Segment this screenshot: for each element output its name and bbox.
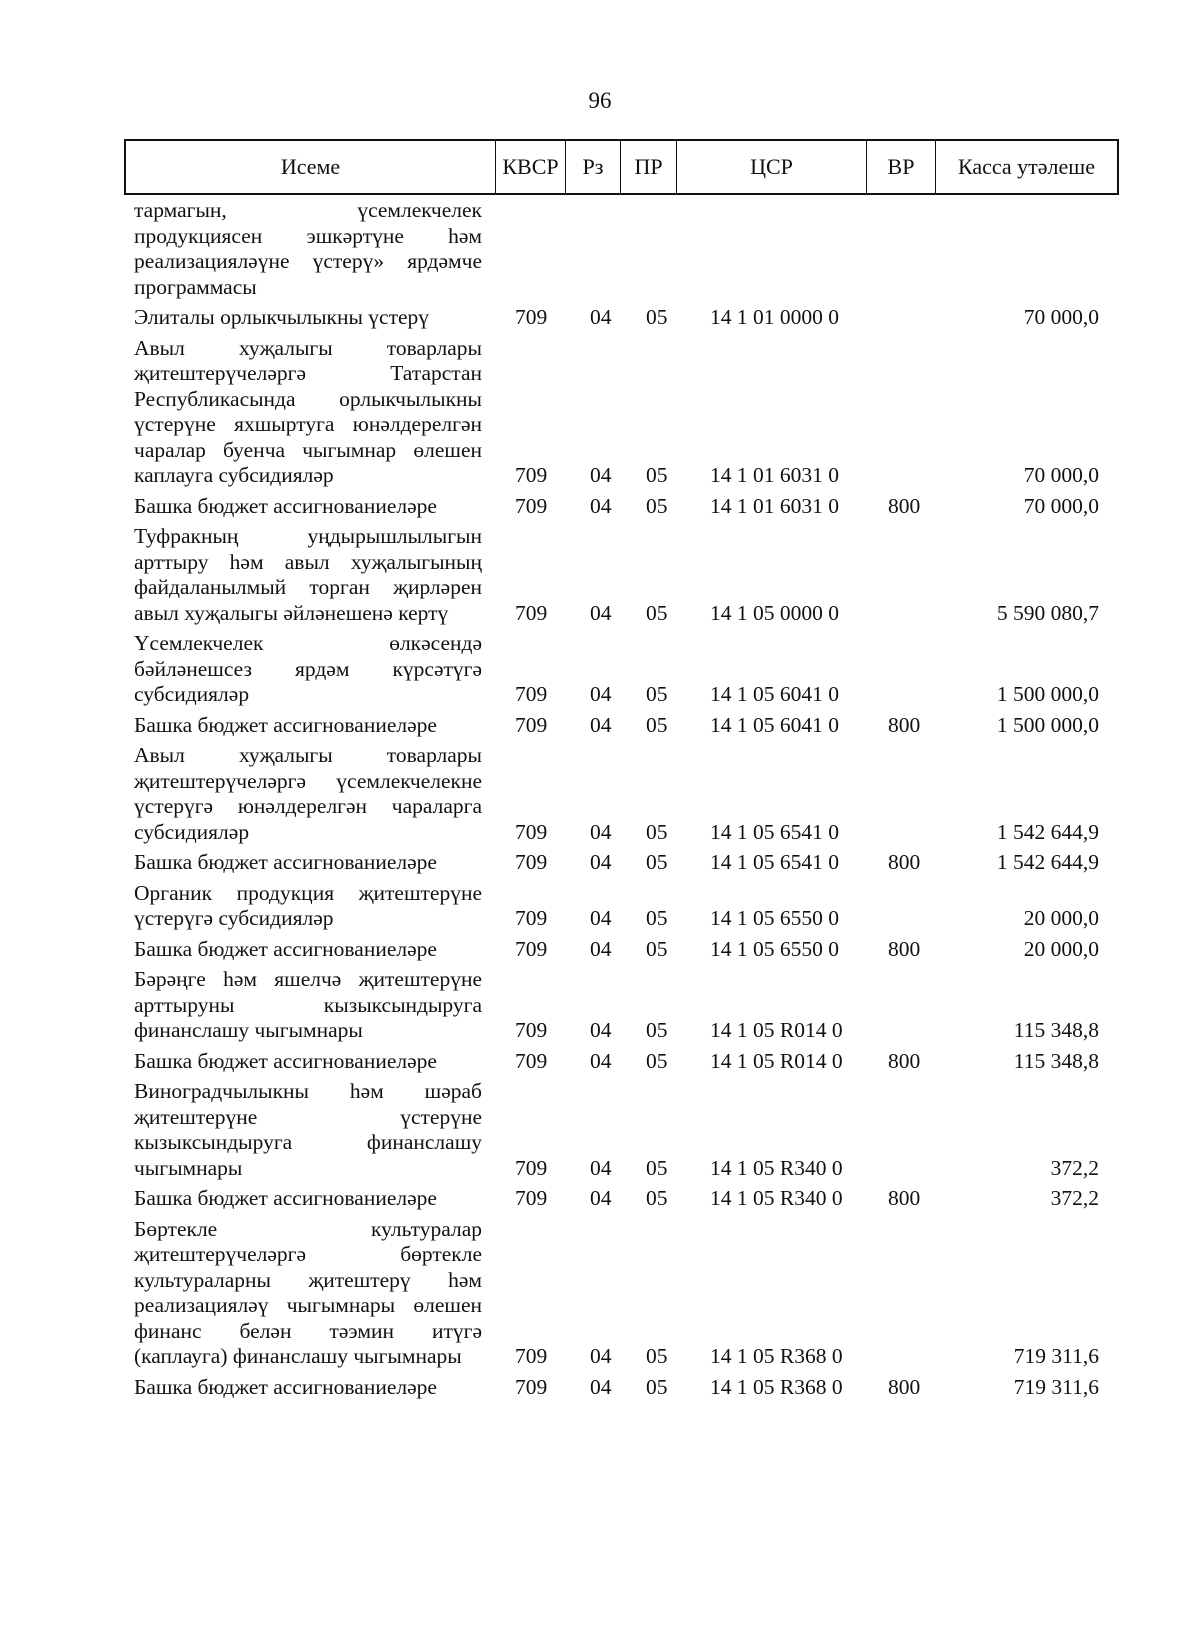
- row-csr: 14 1 05 6041 0: [710, 712, 839, 737]
- row-pr: 05: [646, 1344, 668, 1368]
- header-csr: ЦСР: [677, 141, 867, 193]
- table-row: [134, 850, 1119, 876]
- row-name: Башка бюджет ассигнованиеләре: [134, 850, 437, 874]
- row-name: Башка бюджет ассигнованиеләре: [134, 936, 437, 961]
- row-kvsr: 709: [515, 712, 548, 737]
- row-sum: 70 000,0: [1023, 463, 1099, 487]
- row-kvsr: 709: [515, 1155, 548, 1180]
- row-name: Башка бюджет ассигнованиеләре: [134, 1048, 437, 1073]
- row-name: Авыл хуҗалыгы товарлары җитештерүчеләргә үсемлекчелекне үстерүгә юнәлдерелгән чараларга субсидияләр: [134, 743, 482, 844]
- row-kvsr: 709: [515, 600, 548, 625]
- table-row: [134, 305, 1119, 331]
- row-sum: 719 311,6: [1013, 1374, 1099, 1399]
- table-row: [134, 198, 1119, 300]
- table-row: [134, 631, 1119, 708]
- table-row: [134, 967, 1119, 1044]
- header-pr: ПР: [621, 141, 677, 193]
- row-sum: 20 000,0: [1023, 936, 1099, 961]
- row-csr: 14 1 05 R014 0: [710, 1018, 843, 1042]
- row-kvsr: 709: [515, 493, 548, 518]
- row-rz: 04: [590, 1186, 612, 1210]
- row-csr: 14 1 05 R340 0: [710, 1186, 843, 1210]
- row-sum: 20 000,0: [1023, 906, 1099, 930]
- row-kvsr: 709: [515, 906, 548, 930]
- row-rz: 04: [590, 819, 612, 844]
- table-row: [134, 1079, 1119, 1181]
- header-kvsr: КВСР: [496, 141, 566, 193]
- row-vr: 800: [888, 936, 921, 961]
- table-row: [134, 494, 1119, 520]
- table-row: [134, 1217, 1119, 1370]
- row-name: Башка бюджет ассигнованиеләре: [134, 712, 437, 737]
- row-rz: 04: [590, 1374, 612, 1399]
- row-sum: 115 348,8: [1013, 1048, 1099, 1073]
- row-rz: 04: [590, 1018, 612, 1042]
- row-name: Башка бюджет ассигнованиеләре: [134, 1374, 437, 1399]
- table-row: [134, 524, 1119, 626]
- row-vr: 800: [888, 1048, 921, 1073]
- row-csr: 14 1 05 R368 0: [710, 1344, 843, 1368]
- row-name: Элиталы орлыкчылыкны үстерү: [134, 305, 430, 329]
- row-sum: 372,2: [1050, 1155, 1099, 1180]
- row-pr: 05: [646, 682, 668, 706]
- row-name: Башка бюджет ассигнованиеләре: [134, 1186, 437, 1210]
- row-kvsr: 709: [515, 850, 548, 874]
- row-rz: 04: [590, 1155, 612, 1180]
- row-kvsr: 709: [515, 1018, 548, 1042]
- table-row: [134, 1375, 1119, 1401]
- row-pr: 05: [646, 1018, 668, 1042]
- row-rz: 04: [590, 493, 612, 518]
- row-name: Органик продукция җитештерүне үстерүгә субсидияләр: [134, 880, 482, 930]
- table-row: [134, 713, 1119, 739]
- row-vr: 800: [888, 712, 921, 737]
- row-name: Виноградчылыкны һәм шәраб җитештерүне үстерүне кызыксындыруга финанслашу чыгымнары: [134, 1079, 482, 1180]
- row-pr: 05: [646, 936, 668, 961]
- page-number: 96: [588, 88, 612, 113]
- row-csr: 14 1 05 6541 0: [710, 850, 839, 874]
- row-rz: 04: [590, 850, 612, 874]
- row-csr: 14 1 05 R340 0: [710, 1155, 843, 1180]
- row-pr: 05: [646, 906, 668, 930]
- row-kvsr: 709: [515, 1344, 548, 1368]
- row-rz: 04: [590, 906, 612, 930]
- row-name: Туфракның уңдырышлылыгын арттыру һәм авыл хуҗалыгының файдаланылмый торган җирләрен авыл хуҗалыгы әйләнешенә кертү: [134, 524, 482, 625]
- row-pr: 05: [646, 600, 668, 625]
- row-vr: 800: [888, 850, 921, 874]
- header-rz: Рз: [566, 141, 621, 193]
- row-name: Бөртекле культуралар җитештерүчеләргә бөртекле культураларны җитештерү һәм реализацияләү чыгымнары өлешен финанс белән тәэмин итүгә (каплауга) финанслашу чыгымнары: [134, 1216, 482, 1368]
- row-sum: 1 542 644,9: [996, 819, 1099, 844]
- row-kvsr: 709: [515, 936, 548, 961]
- row-kvsr: 709: [515, 1374, 548, 1399]
- row-sum: 719 311,6: [1013, 1344, 1099, 1368]
- row-sum: 70 000,0: [1023, 493, 1099, 518]
- row-kvsr: 709: [515, 682, 548, 706]
- row-pr: 05: [646, 1374, 668, 1399]
- row-csr: 14 1 05 R014 0: [710, 1048, 843, 1073]
- row-csr: 14 1 01 0000 0: [710, 305, 839, 329]
- header-name: Исеме: [126, 141, 496, 193]
- row-csr: 14 1 05 6550 0: [710, 936, 839, 961]
- row-name: Үсемлекчелек өлкәсендә бәйләнешсез ярдәм күрсәтүгә субсидияләр: [134, 631, 482, 706]
- table-row: [134, 743, 1119, 845]
- row-name: Башка бюджет ассигнованиеләре: [134, 493, 437, 518]
- row-kvsr: 709: [515, 1186, 548, 1210]
- row-pr: 05: [646, 1048, 668, 1073]
- header-vr: ВР: [867, 141, 936, 193]
- row-vr: 800: [888, 1374, 921, 1399]
- row-pr: 05: [646, 819, 668, 844]
- row-rz: 04: [590, 936, 612, 961]
- row-name: Бәрәңге һәм яшелчә җитештерүне арттыруны кызыксындыруга финанслашу чыгымнары: [134, 967, 482, 1042]
- row-kvsr: 709: [515, 819, 548, 844]
- row-pr: 05: [646, 305, 668, 329]
- row-csr: 14 1 05 6041 0: [710, 682, 839, 706]
- row-kvsr: 709: [515, 463, 548, 487]
- table-row: [134, 937, 1119, 963]
- row-name: Авыл хуҗалыгы товарлары җитештерүчеләргә Татарстан Республикасында орлыкчылыкны үстерүне яхшыртуга юнәлдерелгән чаралар буенча чыгымнар өлешен каплауга субсидияләр: [134, 335, 482, 487]
- row-pr: 05: [646, 712, 668, 737]
- row-csr: 14 1 05 6541 0: [710, 819, 839, 844]
- row-vr: 800: [888, 1186, 921, 1210]
- row-sum: 372,2: [1050, 1186, 1099, 1210]
- row-csr: 14 1 05 R368 0: [710, 1374, 843, 1399]
- row-rz: 04: [590, 1344, 612, 1368]
- row-sum: 115 348,8: [1013, 1018, 1099, 1042]
- row-pr: 05: [646, 1155, 668, 1180]
- table-row: [134, 1049, 1119, 1075]
- row-csr: 14 1 05 6550 0: [710, 906, 839, 930]
- row-kvsr: 709: [515, 305, 548, 329]
- table-row: [134, 336, 1119, 489]
- table-header: [124, 139, 1119, 195]
- row-name: тармагын, үсемлекчелек продукциясен эшкәртүне һәм реализацияләүне үстерү» ярдәмче программасы: [134, 198, 482, 299]
- row-pr: 05: [646, 493, 668, 518]
- header-kassa: Касса утәлеше: [957, 154, 1096, 179]
- row-sum: 1 542 644,9: [996, 850, 1099, 874]
- row-rz: 04: [590, 600, 612, 625]
- row-csr: 14 1 01 6031 0: [710, 463, 839, 487]
- table-body: [134, 198, 1119, 1405]
- table-row: [134, 881, 1119, 932]
- row-sum: 1 500 000,0: [996, 682, 1099, 706]
- row-csr: 14 1 05 0000 0: [710, 600, 839, 625]
- row-rz: 04: [590, 682, 612, 706]
- row-rz: 04: [590, 305, 612, 329]
- row-sum: 70 000,0: [1023, 305, 1099, 329]
- row-csr: 14 1 01 6031 0: [710, 493, 839, 518]
- row-sum: 1 500 000,0: [996, 712, 1099, 737]
- row-kvsr: 709: [515, 1048, 548, 1073]
- row-rz: 04: [590, 712, 612, 737]
- row-pr: 05: [646, 1186, 668, 1210]
- row-rz: 04: [590, 1048, 612, 1073]
- table-row: [134, 1186, 1119, 1212]
- row-pr: 05: [646, 850, 668, 874]
- row-rz: 04: [590, 463, 612, 487]
- row-pr: 05: [646, 463, 668, 487]
- row-sum: 5 590 080,7: [996, 600, 1099, 625]
- row-vr: 800: [888, 493, 921, 518]
